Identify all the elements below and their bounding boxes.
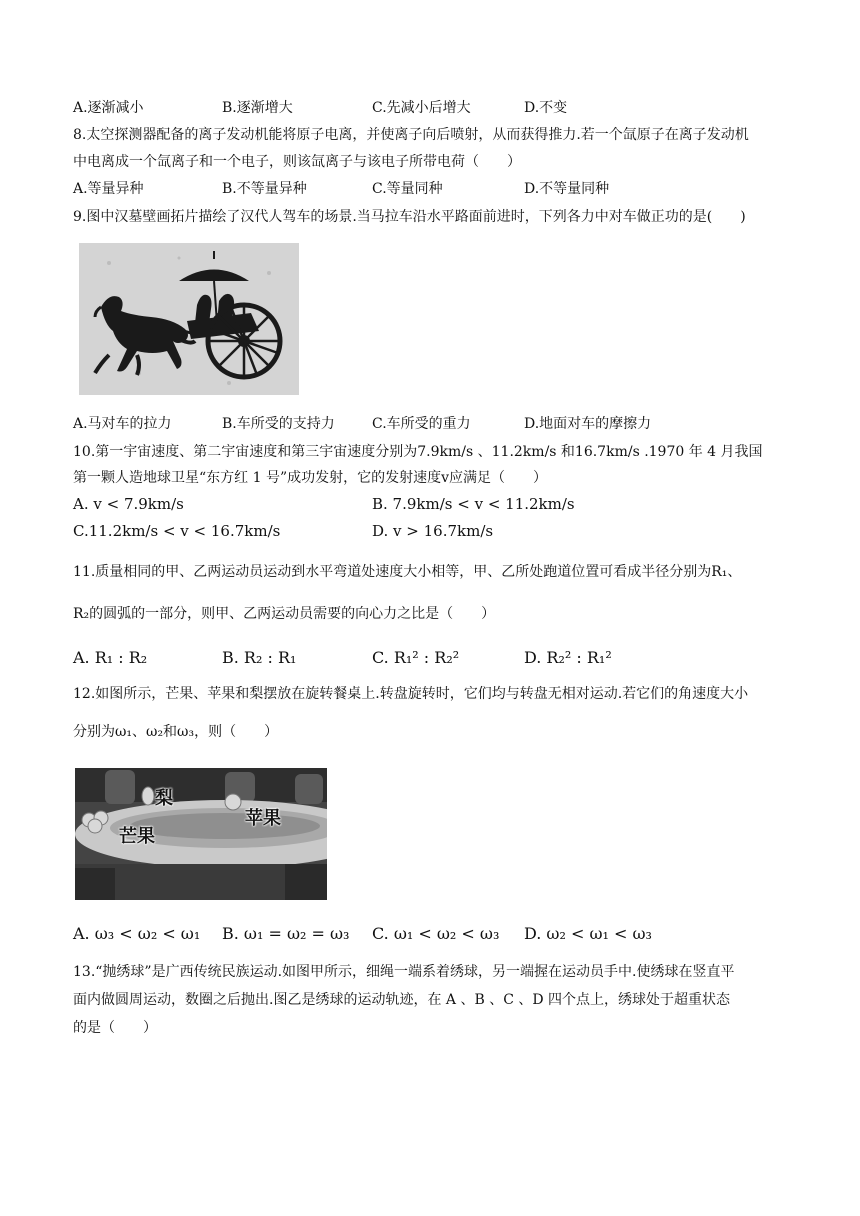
q11-option-b: B. R₂ : R₁ xyxy=(222,648,297,667)
q12-option-b: B. ω₁ = ω₂ = ω₃ xyxy=(222,924,350,943)
pear-label: 梨 xyxy=(155,788,173,809)
mango-label: 芒果 xyxy=(119,826,155,847)
q12-option-a: A. ω₃ < ω₂ < ω₁ xyxy=(73,924,201,943)
q10-option-d: D. v > 16.7km/s xyxy=(372,522,494,540)
q9-text-line1: 9.图中汉墓壁画拓片描绘了汉代人驾车的场景.当马拉车沿水平路面前进时，下列各力中对车做正功的是( ) xyxy=(73,209,746,225)
q12-text-line2: 分别为ω₁、ω₂和ω₃，则（ ） xyxy=(73,724,279,740)
q10-text-line1: 10.第一宇宙速度、第二宇宙速度和第三宇宙速度分别为7.9km/s 、11.2km/s 和16.7km/s .1970 年 4 月我国 xyxy=(73,444,763,460)
apple-label: 苹果 xyxy=(245,808,281,829)
q9-option-a: A.马对车的拉力 xyxy=(73,416,172,432)
q8-option-d: D.不等量同种 xyxy=(524,181,610,197)
q10-option-b: B. 7.9km/s < v < 11.2km/s xyxy=(372,495,575,513)
q10-text-line2: 第一颗人造地球卫星“东方红 1 号”成功发射，它的发射速度v应满足（ ） xyxy=(73,470,548,486)
q11-text-line2: R₂的圆弧的一部分，则甲、乙两运动员需要的向心力之比是（ ） xyxy=(73,606,496,622)
q12-option-d: D. ω₂ < ω₁ < ω₃ xyxy=(524,924,652,943)
rotating-table-image xyxy=(75,768,327,900)
q8-text-line1: 8.太空探测器配备的离子发动机能将原子电离，并使离子向后喷射，从而获得推力.若一个氙原子在离子发动机 xyxy=(73,127,749,143)
q13-text-line3: 的是（ ） xyxy=(73,1020,157,1036)
q8-option-b: B.不等量异种 xyxy=(222,181,307,197)
q7-option-b: B.逐渐增大 xyxy=(222,100,293,116)
q12-text-line1: 12.如图所示，芒果、苹果和梨摆放在旋转餐桌上.转盘旋转时，它们均与转盘无相对运动.若它们的角速度大小 xyxy=(73,686,749,702)
chariot-mural-image xyxy=(79,243,299,395)
q8-option-c: C.等量同种 xyxy=(372,181,443,197)
q8-option-a: A.等量异种 xyxy=(73,181,144,197)
q7-option-c: C.先减小后增大 xyxy=(372,100,471,116)
q9-option-c: C.车所受的重力 xyxy=(372,416,471,432)
q10-option-c: C.11.2km/s < v < 16.7km/s xyxy=(73,522,281,540)
q13-text-line1: 13.“抛绣球”是广西传统民族运动.如图甲所示，细绳一端系着绣球，另一端握在运动员手中.使绣球在竖直平 xyxy=(73,964,735,980)
q7-option-a: A.逐渐减小 xyxy=(73,100,144,116)
q12-option-c: C. ω₁ < ω₂ < ω₃ xyxy=(372,924,500,943)
q8-text-line2: 中电离成一个氙离子和一个电子，则该氙离子与该电子所带电荷（ ） xyxy=(73,154,521,170)
q11-text-line1: 11.质量相同的甲、乙两运动员运动到水平弯道处速度大小相等，甲、乙所处跑道位置可看成半径分别为R₁、 xyxy=(73,564,742,580)
q11-option-d: D. R₂² : R₁² xyxy=(524,648,612,667)
q7-option-d: D.不变 xyxy=(524,100,568,116)
q11-option-c: C. R₁² : R₂² xyxy=(372,648,460,667)
q13-text-line2: 面内做圆周运动，数圈之后抛出.图乙是绣球的运动轨迹，在 A 、B 、C 、D 四个点上，绣球处于超重状态 xyxy=(73,992,731,1008)
q10-option-a: A. v < 7.9km/s xyxy=(73,495,184,513)
q9-option-d: D.地面对车的摩擦力 xyxy=(524,416,652,432)
q11-option-a: A. R₁ : R₂ xyxy=(73,648,148,667)
q9-option-b: B.车所受的支持力 xyxy=(222,416,335,432)
